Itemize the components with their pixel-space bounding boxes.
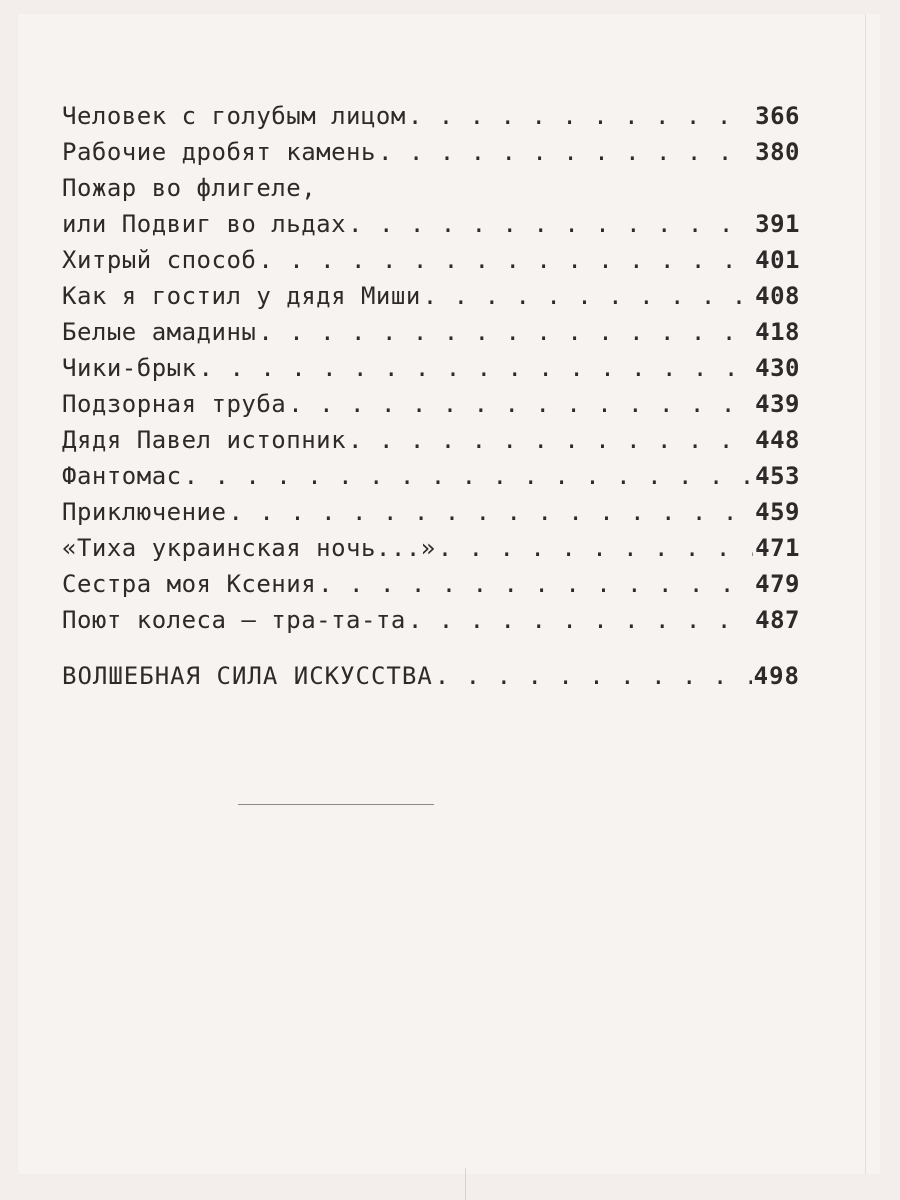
toc-entry-page: 487 [755, 606, 800, 634]
toc-entry-title: Рабочие дробят камень [62, 138, 376, 166]
dot-leader [288, 386, 753, 422]
dot-leader [438, 530, 753, 566]
toc-entry-title: Чики-брык [62, 354, 197, 382]
toc-entry-title: «Тиха украинская ночь...» [62, 534, 436, 562]
dot-leader [258, 314, 753, 350]
dot-leader [378, 134, 753, 170]
toc-entry-title: Подзорная труба [62, 390, 287, 418]
toc-entry [62, 350, 800, 386]
toc-entry-page: 430 [755, 354, 800, 382]
toc-entry-title: Фантомас [62, 462, 182, 490]
toc-entry-title: Сестра моя Ксения [62, 570, 317, 598]
toc-entry-page: 479 [755, 570, 800, 598]
toc-entry-page: 391 [755, 210, 800, 238]
toc-entry-title: Хитрый способ [62, 246, 257, 274]
toc-entry-page: 448 [755, 426, 800, 454]
toc-entry [62, 458, 800, 494]
table-of-contents [62, 98, 800, 694]
toc-entry-page: 453 [755, 462, 800, 490]
dot-leader [408, 98, 753, 134]
toc-entry [62, 386, 800, 422]
dot-leader [348, 206, 753, 242]
dot-leader [228, 494, 753, 530]
toc-entry [62, 602, 800, 638]
toc-entry [62, 242, 800, 278]
toc-entry-title: Человек с голубым лицом [62, 102, 406, 130]
toc-entry [62, 278, 800, 314]
toc-entry-title: Поют колеса — тра-та-та [62, 606, 406, 634]
toc-entry-page: 401 [755, 246, 800, 274]
toc-entry [62, 530, 800, 566]
binding-mark [465, 1168, 466, 1200]
toc-entry-title: Дядя Павел истопник [62, 426, 347, 454]
dot-leader [318, 566, 753, 602]
toc-entry [62, 134, 800, 170]
toc-entry-page: 418 [755, 318, 800, 346]
dot-leader [184, 458, 754, 494]
dot-leader [408, 602, 753, 638]
toc-entry-page: 408 [755, 282, 800, 310]
toc-entry-page: 380 [755, 138, 800, 166]
toc-entry [62, 314, 800, 350]
dot-leader [423, 278, 753, 314]
end-rule [238, 804, 434, 805]
toc-entry-title-line2: или Подвиг во льдах [62, 210, 347, 238]
toc-entry-title: Приключение [62, 498, 227, 526]
section-page: 498 [753, 662, 800, 690]
dot-leader [435, 658, 752, 694]
toc-entry [62, 422, 800, 458]
dot-leader [258, 242, 753, 278]
toc-entry-page: 366 [755, 102, 800, 130]
toc-entry [62, 98, 800, 134]
toc-entry [62, 170, 800, 242]
section-title: ВОЛШЕБНАЯ СИЛА ИСКУССТВА [62, 662, 433, 690]
dot-leader [348, 422, 753, 458]
toc-entry-title: Белые амадины [62, 318, 257, 346]
toc-entry-title: Как я гостил у дядя Миши [62, 282, 421, 310]
dot-leader [199, 350, 754, 386]
toc-entry [62, 494, 800, 530]
toc-entry-page: 439 [755, 390, 800, 418]
toc-entry-title-line1: Пожар во флигеле, [62, 174, 317, 202]
toc-entry-page: 471 [755, 534, 800, 562]
page-edge [865, 14, 866, 1174]
toc-entry-page: 459 [755, 498, 800, 526]
toc-section-heading [62, 658, 800, 694]
toc-entry [62, 566, 800, 602]
